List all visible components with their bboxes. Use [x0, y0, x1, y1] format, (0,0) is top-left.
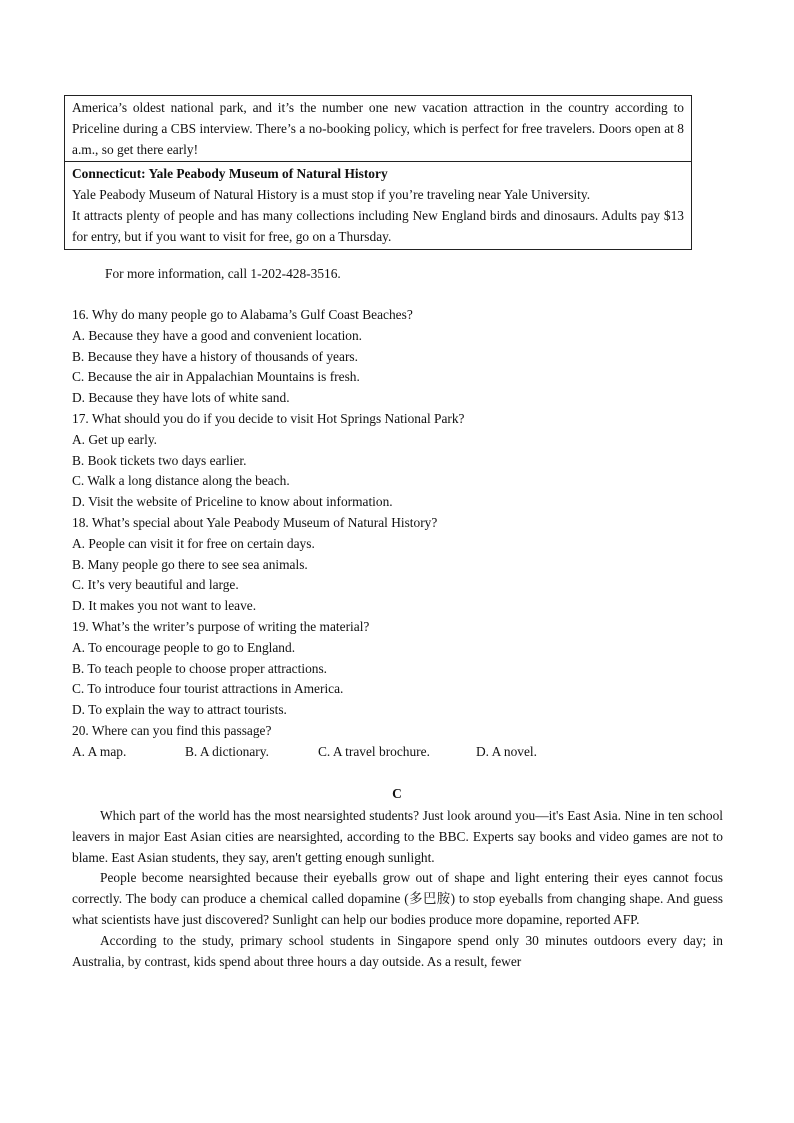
answer-option: A. A map.: [72, 743, 127, 759]
table-text: Yale Peabody Museum of Natural History is a must stop if you’re traveling near Yale University.: [72, 187, 591, 203]
question-stem: 18. What’s special about Yale Peabody Museum of Natural History?: [72, 514, 438, 530]
section-label: C: [392, 786, 402, 801]
table-cell-connecticut: [65, 161, 691, 248]
reading-passage: [72, 806, 723, 972]
answer-option: C. Walk a long distance along the beach.: [72, 473, 290, 489]
answer-option: B. Book tickets two days earlier.: [72, 452, 247, 468]
answer-option: A. To encourage people to go to England.: [72, 639, 296, 655]
answer-option: C. Because the air in Appalachian Mountains is fresh.: [72, 369, 360, 385]
answer-options-row: [72, 742, 692, 763]
answer-option: B. Many people go there to see sea animals.: [72, 556, 308, 572]
answer-option: D. A novel.: [476, 743, 538, 759]
answer-option: D. Visit the website of Priceline to know about information.: [72, 494, 393, 510]
passage-paragraph: People become nearsighted because their eyeballs grow out of shape and light entering their eyes cannot focus correctly. The body can produce a chemical called dopamine (多巴胺) to stop eyeballs from changing shape. And guess what scientists have just discovered? Sunlight can help our bodies produce more dopamine, reported AFP.: [72, 870, 723, 927]
attractions-table: [64, 95, 692, 250]
answer-option: C. It’s very beautiful and large.: [72, 577, 239, 593]
answer-option: B. To teach people to choose proper attractions.: [72, 660, 328, 676]
answer-option: C. A travel brochure.: [318, 743, 430, 759]
passage-paragraph: According to the study, primary school students in Singapore spend only 30 minutes outdoors every day; in Australia, by contrast, kids spend about three hours a day outside. As a result, fewer: [72, 932, 723, 969]
answer-option: A. Get up early.: [72, 431, 158, 447]
answer-option: C. To introduce four tourist attractions in America.: [72, 681, 344, 697]
answer-option: D. To explain the way to attract tourists.: [72, 702, 287, 718]
answer-option: B. A dictionary.: [185, 743, 269, 759]
question-stem: 17. What should you do if you decide to visit Hot Springs National Park?: [72, 410, 465, 426]
answer-option: A. People can visit it for free on certain days.: [72, 535, 315, 551]
table-text: It attracts plenty of people and has many collections including New England birds and dinosaurs. Adults pay $13 for entry, but if you want to visit for free, go on a Thursday.: [72, 207, 684, 244]
table-text: America’s oldest national park, and it’s the number one new vacation attraction in the country according to Priceline during a CBS interview. There’s a no-booking policy, which is perfect for free travelers. Doors open at 8 a.m., so get there early!: [72, 100, 684, 157]
question-stem: 19. What’s the writer’s purpose of writing the material?: [72, 618, 370, 634]
answer-option: B. Because they have a history of thousands of years.: [72, 348, 358, 364]
answer-option: D. It makes you not want to leave.: [72, 598, 257, 614]
table-heading: Connecticut: Yale Peabody Museum of Natural History: [72, 166, 388, 182]
contact-info: For more information, call 1-202-428-3516.: [105, 266, 341, 281]
passage-paragraph: Which part of the world has the most nearsighted students? Just look around you—it's East Asia. Nine in ten school leavers in major East Asian cities are nearsighted, according to the BBC. Experts say books and video games are not to blame. East Asian students, they say, aren't getting enough sunlight.: [72, 808, 723, 865]
table-cell-national-park: [65, 96, 691, 161]
question-stem: 16. Why do many people go to Alabama’s Gulf Coast Beaches?: [72, 307, 413, 322]
answer-option: A. Because they have a good and convenient location.: [72, 327, 363, 343]
question-list: [72, 305, 692, 763]
answer-option: D. Because they have lots of white sand.: [72, 390, 290, 406]
question-stem: 20. Where can you find this passage?: [72, 722, 272, 738]
